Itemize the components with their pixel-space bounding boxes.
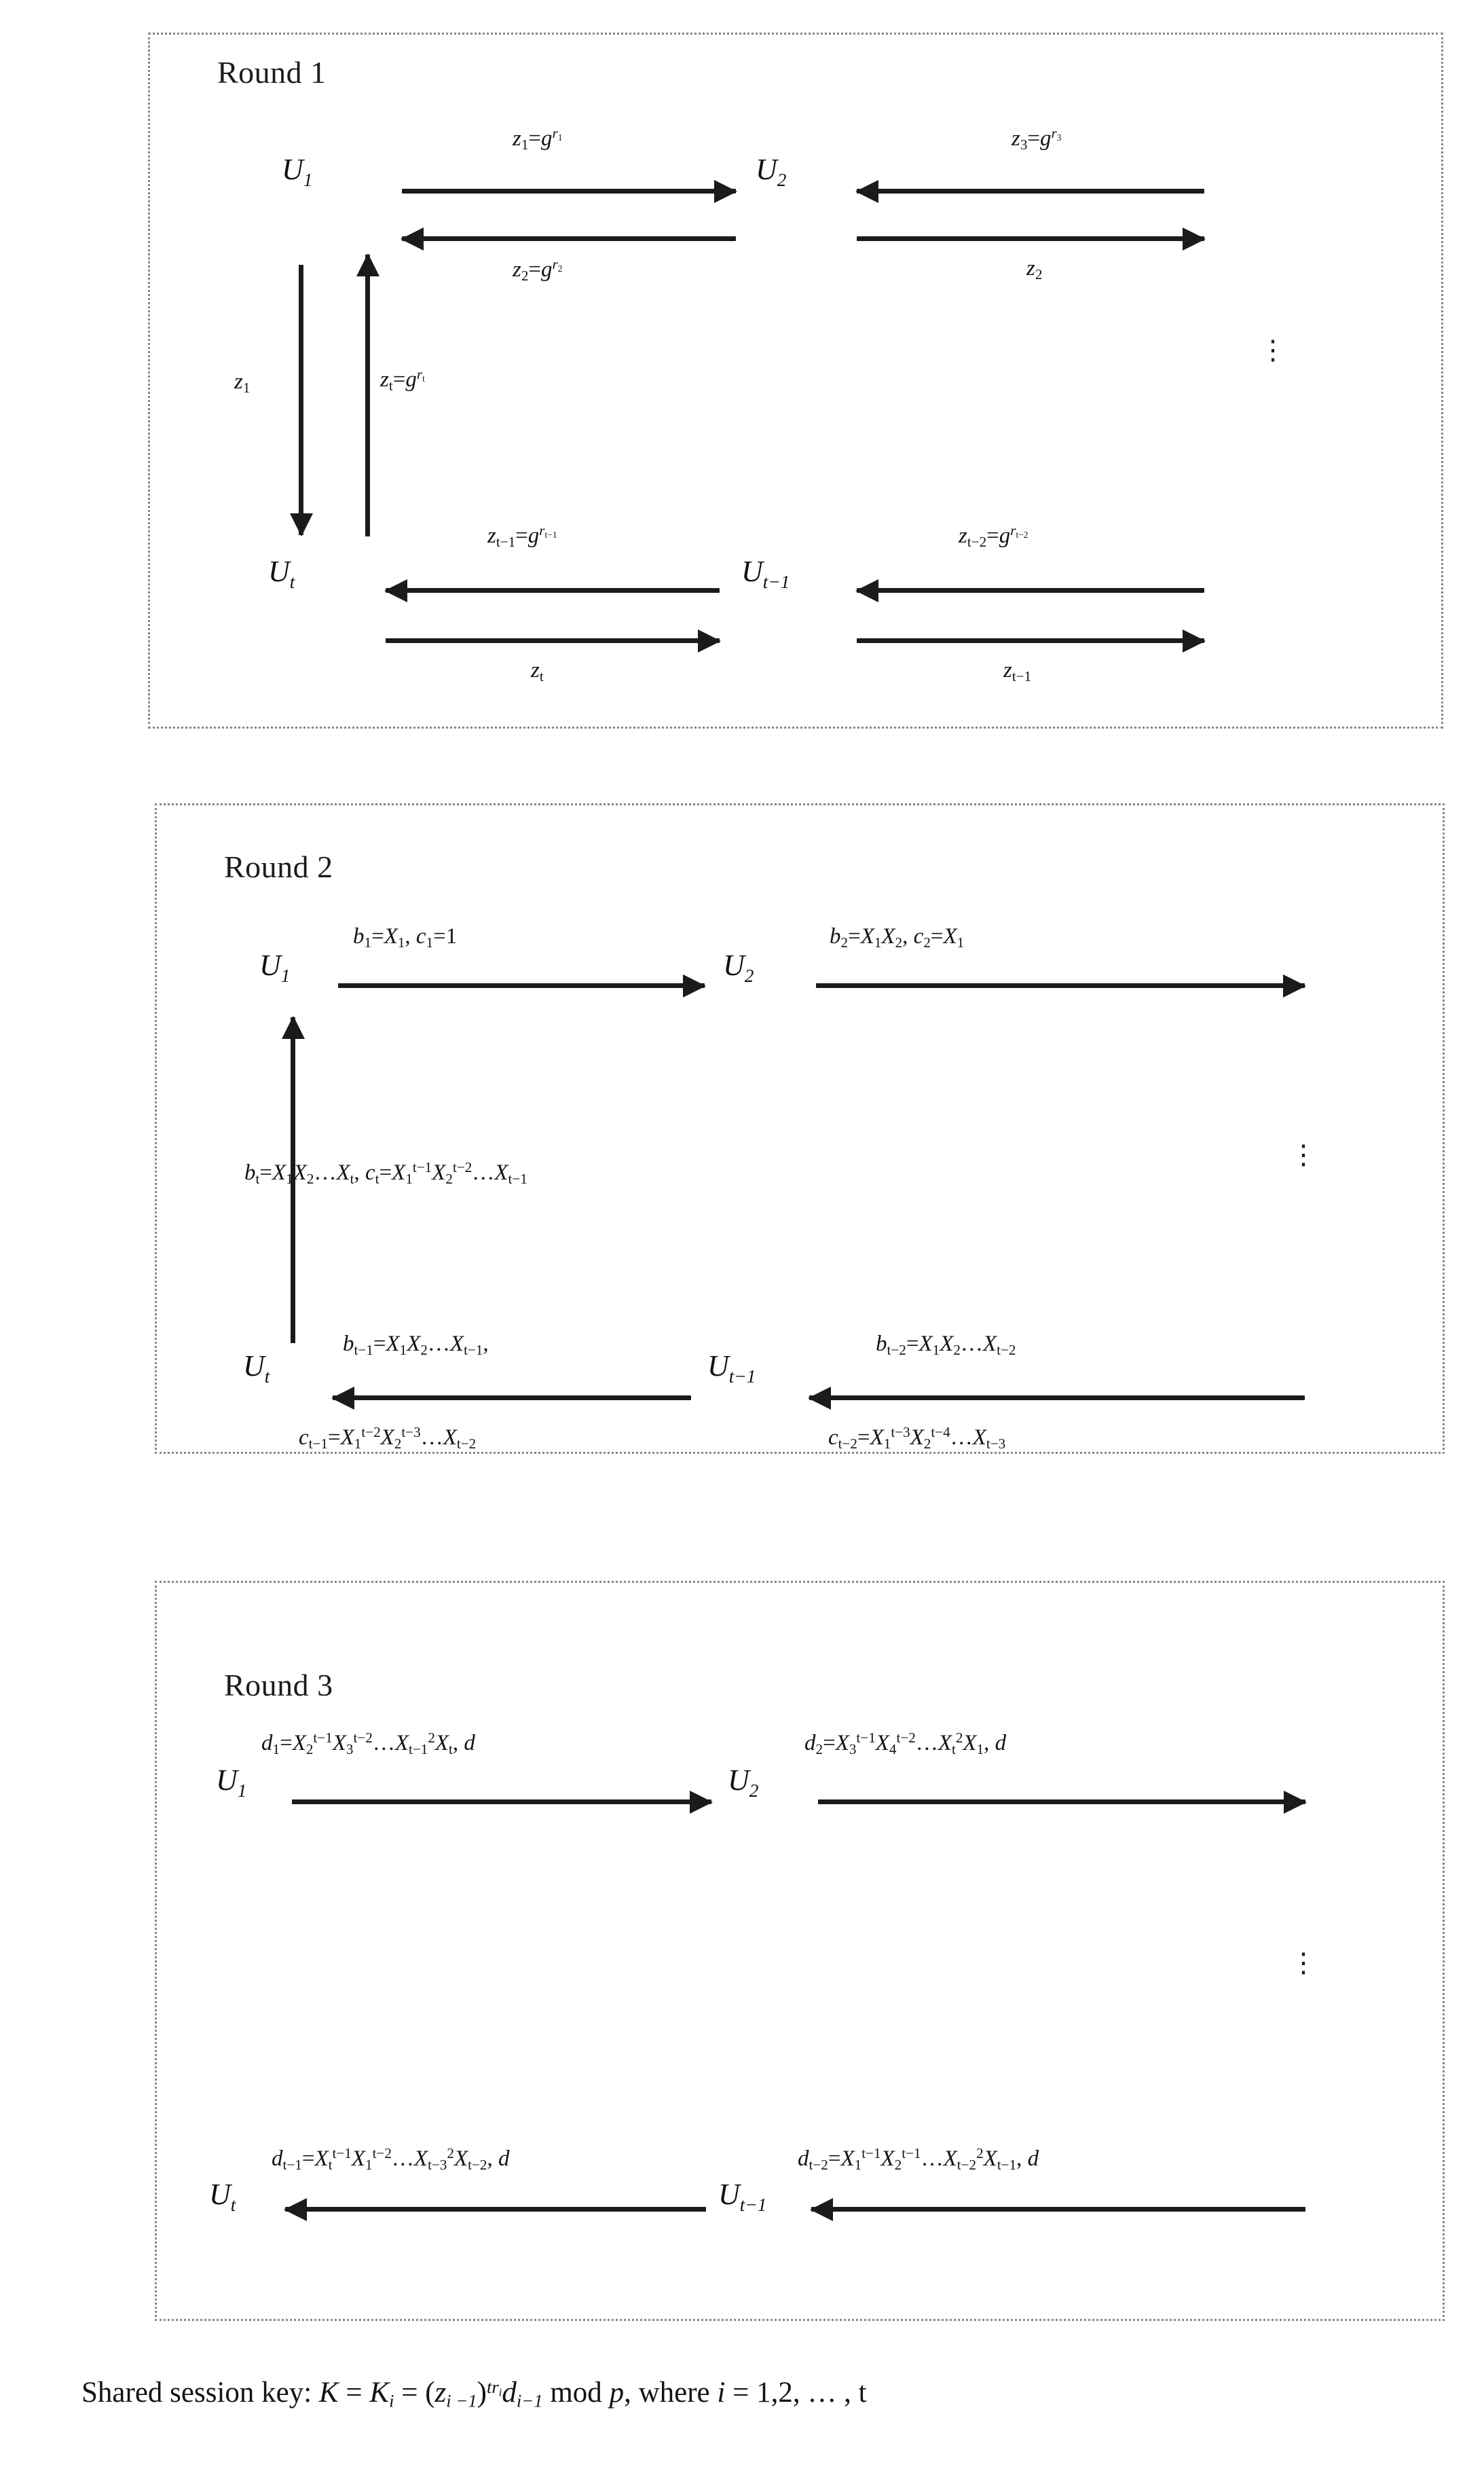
caption-z-sub: i −1 [446, 2390, 477, 2411]
arrow-shaft [857, 638, 1204, 643]
arrow-shaft [857, 236, 1204, 241]
round-2-title: Round 2 [224, 849, 333, 884]
node-label: U [741, 555, 763, 588]
round-1-title: Round 1 [217, 55, 327, 90]
arrow-head [855, 180, 878, 203]
arrow-head [290, 513, 313, 536]
round2-node-u1 [259, 951, 290, 985]
arrow-head [714, 180, 737, 203]
round2-label-msg2: $b_2=X_1X_2$, $c_2=X_1$ [830, 924, 965, 951]
round3-node-ut [209, 2180, 236, 2214]
node-label: U [209, 2178, 231, 2211]
caption-Ki: K [369, 2377, 390, 2409]
round2-label-msg-tm2-c: $c_{t-2}=X_1^{t-3}X_2^{t-4}\dots X_{t-3}$ [828, 1424, 1006, 1452]
round1-node-u1 [282, 155, 312, 189]
caption-d-sub: i−1 [516, 2390, 543, 2411]
node-label: U [707, 1349, 729, 1383]
round-1-panel [148, 33, 1443, 729]
caption-Ki-sub: i [389, 2390, 394, 2411]
round1-label-z2-exp: $z_2=g^{r_2}$ [513, 256, 563, 284]
node-subscript: t−1 [728, 1366, 756, 1387]
caption-exp: tr [487, 2376, 499, 2397]
round1-label-ztm1-exp: $z_{t-1}=g^{r_{t-1}}$ [487, 522, 557, 550]
arrow-head [690, 1791, 713, 1814]
ellipsis-glyph: ⋮ [1290, 1947, 1317, 1978]
round-3-title: Round 3 [224, 1668, 333, 1702]
node-label: U [282, 153, 303, 186]
caption-eq2: = ( [394, 2377, 435, 2409]
arrow-shaft [333, 1395, 691, 1400]
node-label: U [268, 555, 290, 588]
round2-label-msg-tm1-b: $b_{t-1}=X_1X_2\dots X_{t-1}$, [343, 1332, 489, 1358]
caption-p: p [609, 2377, 625, 2409]
arrow-shaft [402, 189, 736, 194]
caption-range: 1,2, … , t [756, 2377, 867, 2409]
round2-vertical-ellipsis [1290, 1139, 1317, 1170]
arrow-shaft [809, 1395, 1305, 1400]
round3-node-u2 [728, 1763, 759, 1801]
round3-label-msg-tm2: $d_{t-2}=X_1^{t-1}X_2^{t-1}\dots X_{t-2}^2X_{t-1}$, d [798, 2145, 1039, 2173]
node-subscript: 2 [749, 1780, 759, 1801]
round1-label-zt-plain: $z_t$ [531, 658, 544, 684]
arrow-shaft [402, 236, 736, 241]
node-subscript: 1 [237, 1780, 247, 1801]
arrow-head [1284, 1791, 1307, 1814]
round1-label-z3-exp: $z_3=g^{r_3}$ [1012, 125, 1062, 153]
round2-node-ut [243, 1351, 270, 1386]
node-label: U [718, 2178, 740, 2211]
node-label: U [756, 153, 777, 186]
node-subscript: t−1 [762, 571, 790, 592]
node-label: U [723, 949, 745, 982]
arrow-head [401, 227, 424, 251]
arrow-head [683, 974, 706, 998]
round1-node-ut1 [741, 557, 790, 591]
node-label: U [728, 1763, 749, 1797]
arrow-head [356, 253, 379, 276]
arrow-shaft [811, 2207, 1305, 2212]
node-label: U [243, 1349, 265, 1383]
ellipsis-glyph: ⋮ [1259, 335, 1286, 365]
node-subscript: t−1 [739, 2194, 767, 2215]
node-subscript: 1 [280, 965, 291, 986]
arrow-shaft [285, 2207, 706, 2212]
round1-label-ztm1-plain: $z_{t-1}$ [1003, 658, 1032, 684]
arrow-head [855, 579, 878, 602]
round2-node-ut1 [707, 1351, 756, 1386]
node-subscript: 1 [303, 169, 313, 190]
round1-node-u2 [756, 155, 786, 189]
arrow-head [1283, 974, 1306, 998]
caption-z: z [434, 2377, 447, 2409]
arrow-shaft [816, 983, 1305, 988]
ellipsis-glyph: ⋮ [1290, 1139, 1317, 1170]
round1-label-zt-exp: $z_t=g^{r_t}$ [380, 366, 425, 394]
round3-vertical-ellipsis [1290, 1947, 1317, 1978]
round3-node-u1 [216, 1763, 247, 1801]
caption-prefix: Shared session key: [81, 2377, 319, 2409]
arrow-head [810, 2198, 833, 2221]
node-subscript: t [289, 571, 295, 592]
round2-label-msg1: $b_1=X_1$, $c_1=1$ [353, 924, 458, 951]
node-subscript: t [264, 1366, 270, 1387]
caption-where: , where [624, 2377, 718, 2409]
arrow-head [808, 1387, 831, 1410]
arrow-shaft [857, 189, 1204, 194]
node-subscript: 2 [744, 965, 754, 986]
round3-label-msg2: $d_2=X_3^{t-1}X_4^{t-2}\dots X_t^2X_1$, d [804, 1730, 1007, 1757]
round1-label-z1-plain: $z_1$ [234, 369, 251, 396]
round3-node-ut1 [718, 2180, 766, 2214]
arrow-head [1183, 629, 1206, 653]
arrow-shaft [857, 588, 1204, 593]
caption-mod: mod [542, 2377, 610, 2409]
round1-node-ut [268, 557, 295, 591]
caption-close-paren: ) [477, 2377, 487, 2409]
caption-i: i [717, 2377, 726, 2409]
round1-vertical-ellipsis [1259, 335, 1286, 365]
round3-label-msg-tm1: $d_{t-1}=X_t^{t-1}X_1^{t-2}\dots X_{t-3}^2X_{t-2}$, d [272, 2145, 510, 2173]
node-subscript: t [230, 2194, 236, 2215]
arrow-shaft [292, 1799, 711, 1804]
round3-label-msg1: $d_1=X_2^{t-1}X_3^{t-2}\dots X_{t-1}^2X_t$, d [261, 1730, 475, 1757]
round1-label-z1-exp: $z_1=g^{r_1}$ [513, 125, 563, 153]
node-label: U [216, 1763, 238, 1797]
node-label: U [259, 949, 281, 982]
arrow-shaft [365, 255, 370, 536]
arrow-shaft [299, 265, 303, 535]
caption-d: d [502, 2377, 517, 2409]
round2-label-msgt: $b_t=X_1X_2\dots X_t$, $c_t=X_1^{t-1}X_2^{t-2}\dots X_{t-1}$ [244, 1159, 527, 1187]
round2-node-u2 [723, 951, 754, 985]
node-subscript: 2 [777, 169, 787, 190]
caption-K: K [318, 2377, 339, 2409]
shared-session-key-caption [81, 2375, 1439, 2412]
round2-label-msg-tm2-b: $b_{t-2}=X_1X_2\dots X_{t-2}$ [876, 1332, 1016, 1358]
arrow-shaft [386, 588, 720, 593]
arrow-head [284, 2198, 307, 2221]
arrow-shaft [386, 638, 720, 643]
arrow-shaft [818, 1799, 1305, 1804]
caption-eq3: = [725, 2377, 757, 2409]
round1-label-ztm2-exp: $z_{t-2}=g^{r_{t-2}}$ [959, 522, 1028, 550]
arrow-head [698, 629, 721, 653]
round1-label-z2-plain: $z_2$ [1026, 256, 1043, 282]
arrow-head [1183, 227, 1206, 251]
round2-label-msg-tm1-c: $c_{t-1}=X_1^{t-2}X_2^{t-3}\dots X_{t-2}$ [299, 1424, 477, 1452]
caption-eq1: = [338, 2377, 370, 2409]
caption-exp-sub: i [498, 2385, 502, 2399]
arrow-head [384, 579, 407, 602]
arrow-head [331, 1387, 354, 1410]
arrow-head [282, 1016, 305, 1039]
arrow-shaft [338, 983, 705, 988]
